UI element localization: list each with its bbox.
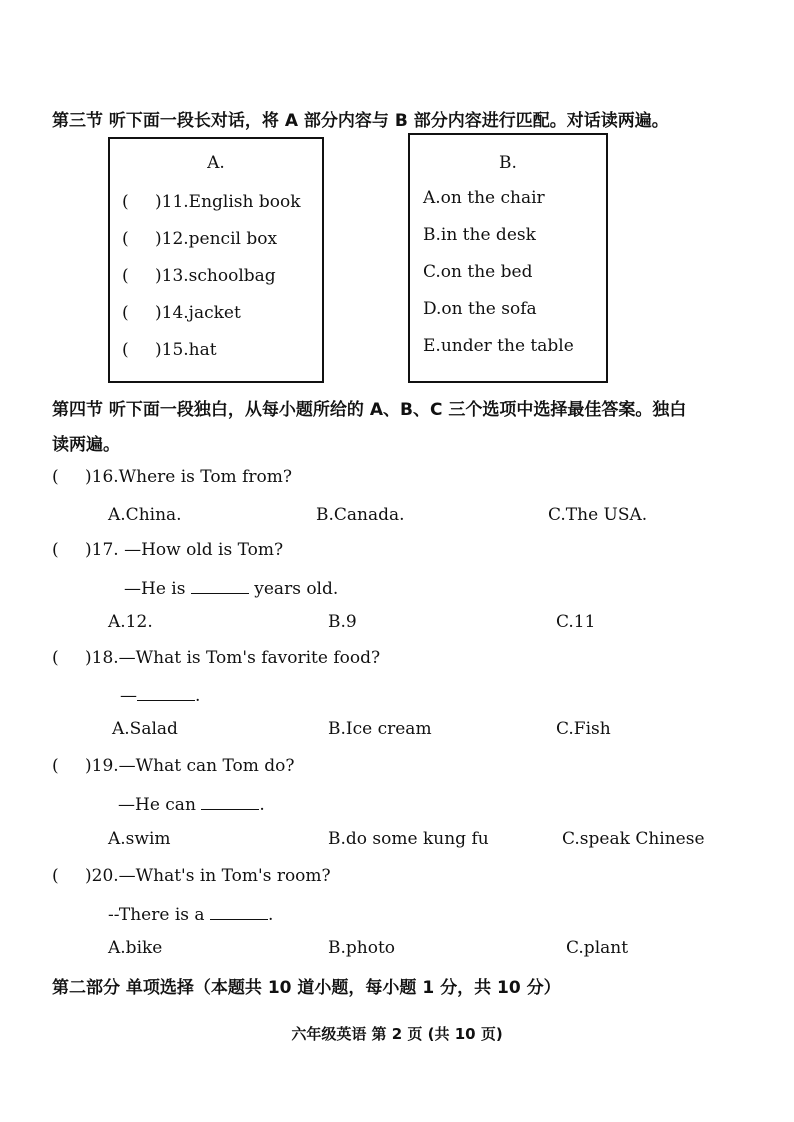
box-a-item	[122, 192, 301, 212]
section4-heading-line2: 读两遍。	[52, 435, 120, 455]
answer-paren[interactable]: (	[52, 540, 59, 560]
matching-box-b	[408, 133, 608, 383]
answer-suffix: .	[259, 795, 265, 815]
answer-line-19	[118, 793, 265, 815]
answer-paren[interactable]: (	[52, 756, 59, 776]
answer-blank[interactable]	[201, 793, 259, 810]
box-a-item	[122, 303, 241, 323]
answer-paren[interactable]: (	[122, 192, 129, 212]
question-text: )16.Where is Tom from?	[85, 467, 292, 487]
page-footer: 六年级英语 第 2 页 (共 10 页)	[291, 1025, 503, 1043]
question-19	[52, 756, 294, 776]
answer-blank[interactable]	[210, 903, 268, 920]
option-c: C.The USA.	[548, 505, 648, 525]
answer-blank[interactable]	[137, 684, 195, 701]
part2-heading: 第二部分 单项选择（本题共 10 道小题，每小题 1 分，共 10 分）	[52, 978, 561, 998]
option-b: B.photo	[328, 938, 396, 958]
question-18	[52, 648, 380, 668]
box-b-item: E.under the table	[423, 336, 574, 356]
box-a-item-text: )15.hat	[155, 340, 217, 360]
box-b-title: B.	[499, 153, 517, 173]
answer-blank[interactable]	[191, 577, 249, 594]
box-a-item	[122, 266, 276, 286]
answer-line-17	[124, 577, 338, 599]
option-a: A.Salad	[112, 719, 178, 739]
answer-paren[interactable]: (	[52, 648, 59, 668]
option-b: B.Ice cream	[328, 719, 432, 739]
question-text: )17. —How old is Tom?	[85, 540, 284, 560]
answer-line-18	[120, 684, 200, 706]
box-a-item	[122, 340, 217, 360]
option-b: B.9	[328, 612, 357, 632]
question-text: )18.—What is Tom's favorite food?	[85, 648, 381, 668]
option-b: B.Canada.	[316, 505, 405, 525]
box-a-item-text: )13.schoolbag	[155, 266, 276, 286]
box-b-item: C.on the bed	[423, 262, 533, 282]
option-a: A.bike	[108, 938, 163, 958]
box-b-item: A.on the chair	[423, 188, 545, 208]
question-20	[52, 866, 331, 886]
box-a-item-text: )14.jacket	[155, 303, 241, 323]
answer-suffix: .	[195, 686, 201, 706]
question-text: )20.—What's in Tom's room?	[85, 866, 331, 886]
question-16	[52, 467, 292, 487]
question-text: )19.—What can Tom do?	[85, 756, 295, 776]
box-a-title: A.	[207, 153, 225, 173]
answer-paren[interactable]: (	[122, 229, 129, 249]
question-17	[52, 540, 283, 560]
box-a-item-text: )12.pencil box	[155, 229, 278, 249]
option-c: C.11	[556, 612, 596, 632]
answer-paren[interactable]: (	[122, 303, 129, 323]
box-a-item	[122, 229, 277, 249]
box-b-item: B.in the desk	[423, 225, 536, 245]
section4-heading-line1: 第四节 听下面一段独白，从每小题所给的 A、B、C 三个选项中选择最佳答案。独白	[52, 400, 687, 420]
answer-paren[interactable]: (	[122, 266, 129, 286]
answer-prefix: —	[120, 686, 137, 706]
option-c: C.speak Chinese	[562, 829, 705, 849]
answer-paren[interactable]: (	[52, 866, 59, 886]
option-a: A.China.	[108, 505, 182, 525]
answer-prefix: —He can	[118, 795, 202, 815]
answer-suffix: years old.	[248, 579, 339, 599]
option-a: A.12.	[108, 612, 153, 632]
option-c: C.plant	[566, 938, 629, 958]
answer-paren[interactable]: (	[52, 467, 59, 487]
option-a: A.swim	[108, 829, 171, 849]
matching-box-a	[108, 137, 324, 383]
answer-suffix: .	[267, 905, 274, 925]
option-b: B.do some kung fu	[328, 829, 489, 849]
option-c: C.Fish	[556, 719, 611, 739]
answer-line-20	[108, 903, 273, 925]
answer-prefix: --There is a	[108, 905, 210, 925]
answer-prefix: —He is	[124, 579, 191, 599]
box-b-item: D.on the sofa	[423, 299, 537, 319]
box-a-item-text: )11.English book	[155, 192, 301, 212]
section3-heading: 第三节 听下面一段长对话，将 A 部分内容与 B 部分内容进行匹配。对话读两遍。	[52, 111, 669, 131]
answer-paren[interactable]: (	[122, 340, 129, 360]
